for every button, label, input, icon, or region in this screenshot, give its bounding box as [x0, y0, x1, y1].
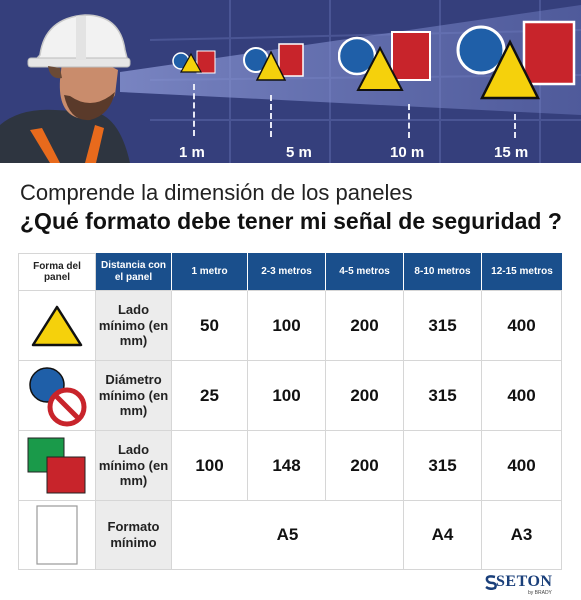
dash-10m: [408, 104, 410, 138]
header-distance: Distancia con el panel: [96, 253, 172, 291]
header-col-5: 12-15 metros: [482, 253, 562, 291]
table-cell: 100: [248, 291, 326, 361]
rectangle-blank-icon: [34, 504, 80, 566]
table-cell: A3: [482, 501, 562, 570]
header-col-2: 2-3 metros: [248, 253, 326, 291]
header-shape: Forma del panel: [18, 253, 96, 291]
brand-name: SETON: [496, 573, 553, 590]
dash-5m: [270, 95, 272, 137]
table-cell: A4: [404, 501, 482, 570]
shape-cell-square: [18, 431, 96, 501]
distance-label-10m: 10 m: [390, 144, 425, 161]
triangle-warning-icon: [31, 304, 83, 348]
table-cell: 25: [172, 361, 248, 431]
table-cell: 200: [326, 361, 404, 431]
distance-label-1m: 1 m: [179, 144, 205, 161]
row-label: Lado mínimo (en mm): [96, 291, 172, 361]
table-cell: 315: [404, 361, 482, 431]
shape-cell-circle: [18, 361, 96, 431]
table-cell: 200: [326, 291, 404, 361]
square-green-red-icon: [25, 435, 89, 497]
table-cell: 100: [172, 431, 248, 501]
banner-illustration: [0, 0, 581, 163]
signs-1m-icon: [172, 48, 218, 82]
header-col-1: 1 metro: [172, 253, 248, 291]
distance-label-15m: 15 m: [494, 144, 529, 161]
headline-subtitle: Comprende la dimensión de los paneles: [20, 180, 413, 205]
signs-10m-icon: [338, 28, 432, 104]
table-cell: 148: [248, 431, 326, 501]
table-cell: 400: [482, 431, 562, 501]
table-cell: 400: [482, 361, 562, 431]
table-cell: A5: [172, 501, 404, 570]
table-cell: 315: [404, 291, 482, 361]
row-label: Lado mínimo (en mm): [96, 431, 172, 501]
shape-cell-rectangle: [18, 501, 96, 570]
row-label: Formato mínimo: [96, 501, 172, 570]
signs-15m-icon: [456, 18, 576, 114]
brand-sub: by BRADY: [528, 590, 552, 596]
table-cell: 100: [248, 361, 326, 431]
distance-label-5m: 5 m: [286, 144, 312, 161]
table-cell: 50: [172, 291, 248, 361]
dash-15m: [514, 114, 516, 138]
shape-cell-triangle: [18, 291, 96, 361]
size-table: [18, 253, 562, 570]
table-cell: 315: [404, 431, 482, 501]
worker-illustration: [0, 0, 150, 163]
circle-mandatory-prohibition-icon: [25, 365, 89, 427]
signs-5m-icon: [243, 40, 305, 92]
header-col-4: 8-10 metros: [404, 253, 482, 291]
table-cell: 400: [482, 291, 562, 361]
row-label: Diámetro mínimo (en mm): [96, 361, 172, 431]
header-col-3: 4-5 metros: [326, 253, 404, 291]
dash-1m: [193, 84, 195, 136]
headline-title: ¿Qué formato debe tener mi señal de seguridad ?: [20, 208, 562, 234]
table-cell: 200: [326, 431, 404, 501]
